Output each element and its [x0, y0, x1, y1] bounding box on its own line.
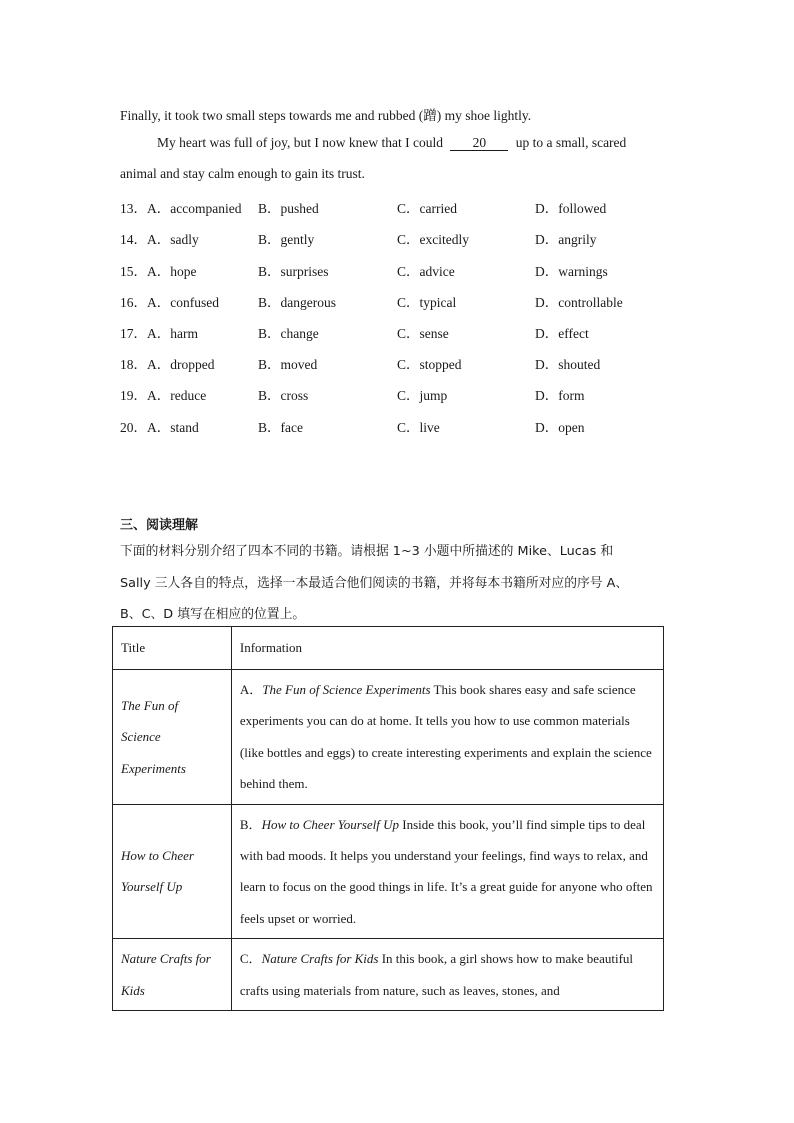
book-info-cell [231, 804, 663, 939]
option-c: C．stopped [397, 357, 462, 372]
section-title: 三、阅读理解 [120, 518, 199, 533]
book-letter: A． [239, 682, 263, 697]
header-title: Title [113, 627, 232, 670]
table-row [113, 939, 664, 1011]
book-title-line: Kids [121, 982, 145, 998]
option-b: B．surprises [258, 264, 329, 279]
section-intro-line-1: 下面的材料分别介绍了四本不同的书籍。请根据 1~3 小题中所描述的 Mike、Lucas 和 [120, 544, 614, 559]
book-title-line: Science [121, 729, 161, 745]
option-a: 17．A．harm [120, 326, 198, 341]
table-row [113, 804, 664, 939]
option-d: D．followed [535, 201, 607, 216]
option-b: B．face [258, 420, 303, 435]
passage-line-3: animal and stay calm enough to gain its trust. [120, 166, 365, 181]
book-letter: C． [239, 951, 262, 967]
option-a: 14．A．sadly [120, 232, 199, 247]
book-info-cell [231, 939, 663, 1011]
option-c: C．advice [397, 264, 455, 279]
book-title-line: Nature Crafts for [121, 951, 211, 967]
option-a: 20．A．stand [120, 420, 199, 435]
option-b: B．dangerous [258, 295, 336, 310]
option-d: D．shouted [535, 357, 601, 372]
option-d: D．controllable [535, 295, 623, 310]
option-b: B．gently [258, 232, 315, 247]
option-c: C．jump [397, 388, 448, 403]
option-b: B．pushed [258, 201, 319, 216]
option-d: D．effect [535, 326, 589, 341]
option-b: B．cross [258, 388, 309, 403]
book-title-cell [113, 670, 232, 805]
book-title-line: Experiments [121, 760, 186, 776]
option-c: C．live [397, 420, 440, 435]
book-name: The Fun of Science Experiments [262, 682, 431, 697]
section-intro-line-3: B、C、D 填写在相应的位置上。 [120, 607, 306, 622]
book-info-cell [231, 670, 663, 805]
book-description: This book shares easy and safe science experiments you can do at home. It tells you how to use common materials (like bottles and eggs) to create interesting experiments and explain the science behind them. [239, 682, 652, 792]
option-d: D．open [535, 420, 585, 435]
option-a: 18．A．dropped [120, 357, 215, 372]
book-title-cell [113, 939, 232, 1011]
passage-line-1: Finally, it took two small steps towards me and rubbed (蹭) my shoe lightly. [120, 108, 532, 123]
option-b: B．moved [258, 357, 318, 372]
book-name: How to Cheer Yourself Up [261, 816, 400, 832]
answer-blank-20: 20 [450, 136, 508, 151]
book-title-line: The Fun of [121, 697, 179, 713]
books-table [112, 626, 664, 1011]
option-a: 16．A．confused [120, 295, 219, 310]
passage-line-2-end: up to a small, scared [515, 135, 627, 150]
option-a: 19．A．reduce [120, 388, 207, 403]
book-description: Inside this book, you’ll find simple tips to deal with bad moods. It helps you understand your feelings, find ways to relax, and learn to focus on the good things in life. It’s a great guide for anyone who often feels upset or worried. [239, 816, 653, 926]
book-title-cell [113, 804, 232, 939]
book-description: In this book, a girl shows how to make beautiful crafts using materials from nature, such as leaves, stones, and [239, 951, 634, 998]
book-name: Nature Crafts for Kids [261, 951, 379, 967]
option-c: C．carried [397, 201, 457, 216]
section-intro-line-2: Sally 三人各自的特点，选择一本最适合他们阅读的书籍，并将每本书籍所对应的序号 A、 [120, 576, 629, 591]
option-b: B．change [258, 326, 319, 341]
table-row [113, 670, 664, 805]
option-a: 13．A．accompanied [120, 201, 242, 216]
option-d: D．form [535, 388, 585, 403]
book-title-line: How to Cheer [121, 848, 194, 864]
header-information: Information [231, 627, 663, 670]
book-title-line: Yourself Up [121, 879, 183, 895]
option-c: C．excitedly [397, 232, 469, 247]
option-c: C．typical [397, 295, 457, 310]
book-letter: B． [239, 816, 262, 832]
option-c: C．sense [397, 326, 449, 341]
option-d: D．angrily [535, 232, 597, 247]
passage-line-2-start: My heart was full of joy, but I now knew that I could [157, 135, 443, 150]
table-header-row [113, 627, 664, 670]
passage-line-2 [157, 135, 717, 151]
option-d: D．warnings [535, 264, 608, 279]
option-a: 15．A．hope [120, 264, 197, 279]
